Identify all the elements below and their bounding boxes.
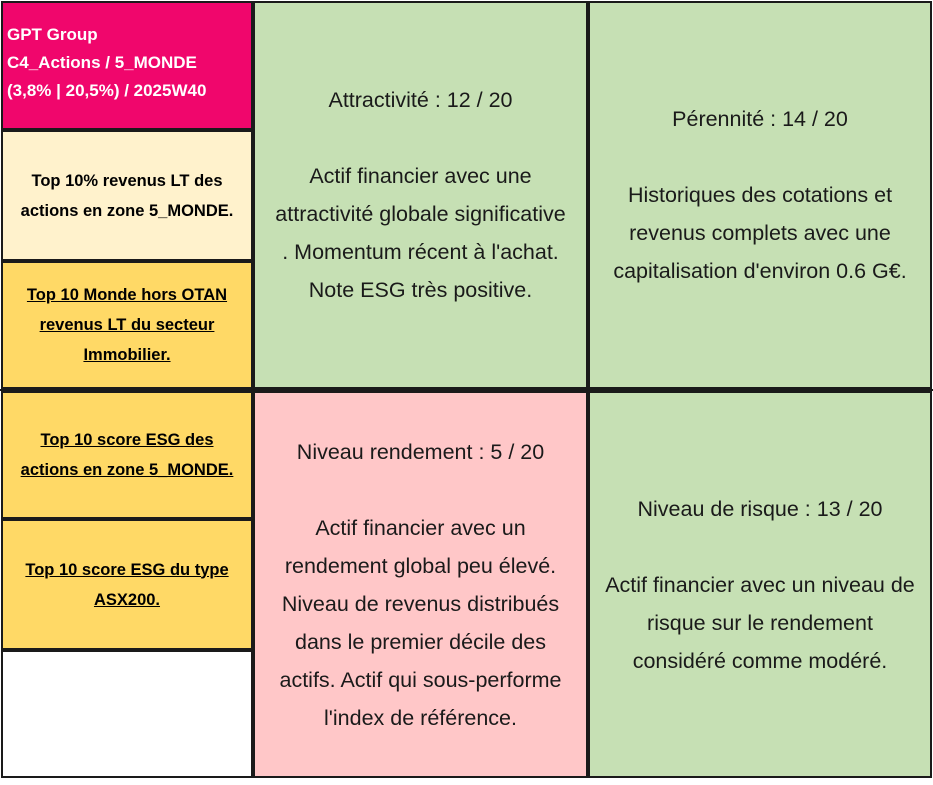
attractivite-description: Actif financier avec une attractivité globale significative . Momentum récent à l'achat. Note ESG très positive. [275,164,566,302]
label-top10-otan[interactable] [1,261,253,389]
perennite-description: Historiques des cotations et revenus complets avec une capitalisation d'environ 0.6 G€. [613,183,907,283]
label-top10-esg-type[interactable] [1,519,253,650]
label-top10-esg-zone-link[interactable]: Top 10 score ESG des actions en zone 5_MONDE. [20,431,234,479]
empty-cell [1,650,253,778]
rendement-description: Actif financier avec un rendement global peu élevé. Niveau de revenus distribués dans le premier décile des actifs. Actif qui sous-performe l'index de référence. [279,515,562,730]
risque-description: Actif financier avec un niveau de risque sur le rendement considéré comme modéré. [605,572,915,673]
asset-header [1,1,253,130]
rendement-score: Niveau rendement : 5 / 20 [296,439,545,464]
label-top10-esg-zone[interactable] [1,391,253,519]
attractivite-panel [253,1,588,389]
label-top10-otan-link[interactable]: Top 10 Monde hors OTAN revenus LT du secteur Immobilier. [26,286,228,364]
label-top10-revenus-text: Top 10% revenus LT des actions en zone 5_MONDE. [20,171,234,220]
attractivite-score: Attractivité : 12 / 20 [328,88,513,112]
risque-score: Niveau de risque : 13 / 20 [637,496,883,521]
risque-panel [588,391,932,778]
asset-name: GPT Group [7,25,98,44]
label-top10-esg-type-link[interactable]: Top 10 score ESG du type ASX200. [25,560,229,609]
perennite-panel [588,1,932,389]
asset-period: (3,8% | 20,5%) / 2025W40 [7,81,207,100]
perennite-score: Pérennité : 14 / 20 [672,107,848,131]
label-top10-revenus [1,130,253,261]
asset-category: C4_Actions / 5_MONDE [7,53,197,72]
rendement-panel [253,391,588,778]
